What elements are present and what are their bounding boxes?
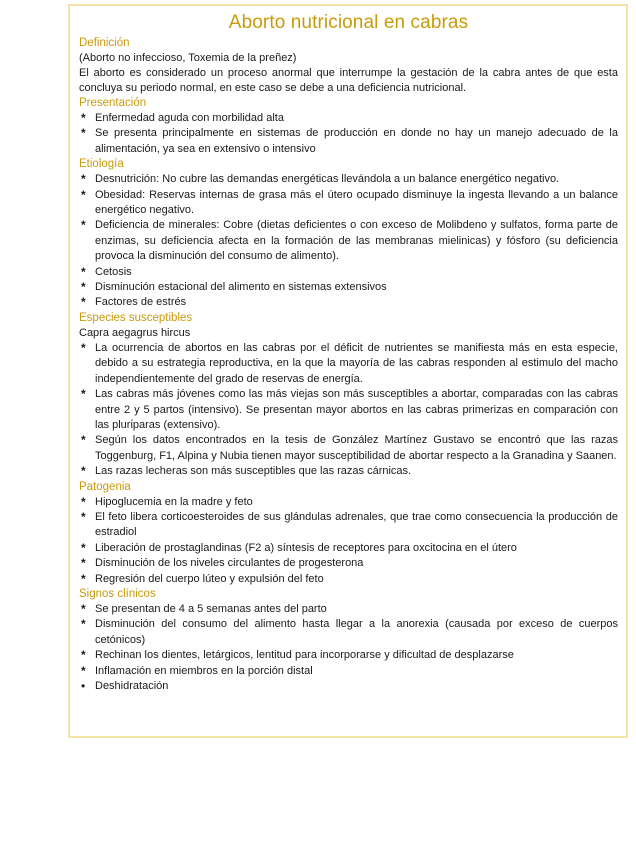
list-item: * Según los datos encontrados en la tesis de González Martínez Gustavo se encontró que las razas Toggenburg, F1, Alpina y Nubia tienen mayor susceptibilidad de abortar respecto a la Granadina y Saanen.: [79, 433, 618, 464]
list-item: * Obesidad: Reservas internas de grasa más el útero ocupado disminuye la ingesta llevando a un balance energético negativo.: [79, 188, 618, 219]
list-etiologia: [79, 172, 618, 311]
list-item: * Deficiencia de minerales: Cobre (dietas deficientes o con exceso de Molibdeno y sulfatos, forma parte de enzimas, su deficiencia afecta en la formación de las membranas mielinicas) y fósforo (su deficiencia provoca la disminución del consumo de alimento).: [79, 218, 618, 264]
list-item: * Liberación de prostaglandinas (F2 a) síntesis de receptores para oxcitocina en el útero: [79, 541, 618, 556]
list-item: * Regresión del cuerpo lúteo y expulsión del feto: [79, 572, 618, 587]
list-signos: [79, 602, 618, 694]
list-item: * Rechinan los dientes, letárgicos, lentitud para incorporarse y dificultad de desplazarse: [79, 648, 618, 663]
heading-definicion: Definición: [79, 37, 130, 49]
list-especies: [79, 341, 618, 480]
list-item: * Las cabras más jóvenes como las más viejas son más susceptibles a abortar, comparadas con las cabras entre 2 y 5 partos (intensivo). Se presentan mayor abortos en las cabras primerizas en comparación con las plurίparas (extensivo).: [79, 387, 618, 433]
list-item: * El feto libera corticoesteroides de sus glándulas adrenales, que trae como consecuencia la producción de estradiol: [79, 510, 618, 541]
heading-patogenia: Patogenia: [79, 480, 131, 493]
list-item: * Se presenta principalmente en sistemas de producción en donde no hay un manejo adecuado de la alimentación, ya sea en extensivo o intensivo: [79, 126, 618, 157]
list-item: * Inflamación en miembros en la porción distal: [79, 664, 618, 679]
heading-especies: Especies susceptibles: [79, 311, 193, 324]
heading-signos: Signos clínicos: [79, 587, 156, 600]
list-item: * La ocurrencia de abortos en las cabras por el déficit de nutrientes se manifiesta más en esta especie, debido a su estrategia reproductiva, en la que la mayoría de las cabras responden al estimulo del macho independientemente del grado de reservas de energía.: [79, 341, 618, 387]
list-item: * Enfermedad aguda con morbilidad alta: [79, 111, 618, 126]
list-item: * Factores de estrés: [79, 295, 618, 310]
list-item: * Se presentan de 4 a 5 semanas antes del parto: [79, 602, 618, 617]
list-item: * Disminución de los niveles circulantes de progesterona: [79, 556, 618, 571]
list-item: • Deshidratación: [79, 679, 618, 694]
definicion-subtitle: (Aborto no infeccioso, Toxemia de la preñez): [79, 52, 297, 64]
list-item: * Hipoglucemia en la madre y feto: [79, 495, 618, 510]
list-presentacion: [79, 111, 618, 157]
list-item: * Disminución del consumo del alimento hasta llegar a la anorexia (causada por exceso de cuerpos cetónicos): [79, 617, 618, 648]
list-item: * Desnutrición: No cubre las demandas energéticas llevándola a un balance energético negativo.: [79, 172, 618, 187]
list-patogenia: [79, 495, 618, 587]
list-item: * Las razas lecheras son más susceptibles que las razas cárnicas.: [79, 464, 618, 479]
list-item: * Disminución estacional del alimento en sistemas extensivos: [79, 280, 618, 295]
document-card: [68, 4, 628, 738]
especies-species-name: Capra aegagrus hircus: [79, 326, 191, 339]
heading-presentacion: Presentación: [79, 97, 147, 109]
list-item: * Cetosis: [79, 265, 618, 280]
page-title: Aborto nutricional en cabras: [228, 12, 469, 33]
definicion-text: El aborto es considerado un proceso anormal que interrumpe la gestación de la cabra antes de que esta concluya su periodo normal, en este caso se debe a una deficiencia nutricional.: [79, 67, 618, 94]
heading-etiologia: Etiología: [79, 158, 124, 171]
